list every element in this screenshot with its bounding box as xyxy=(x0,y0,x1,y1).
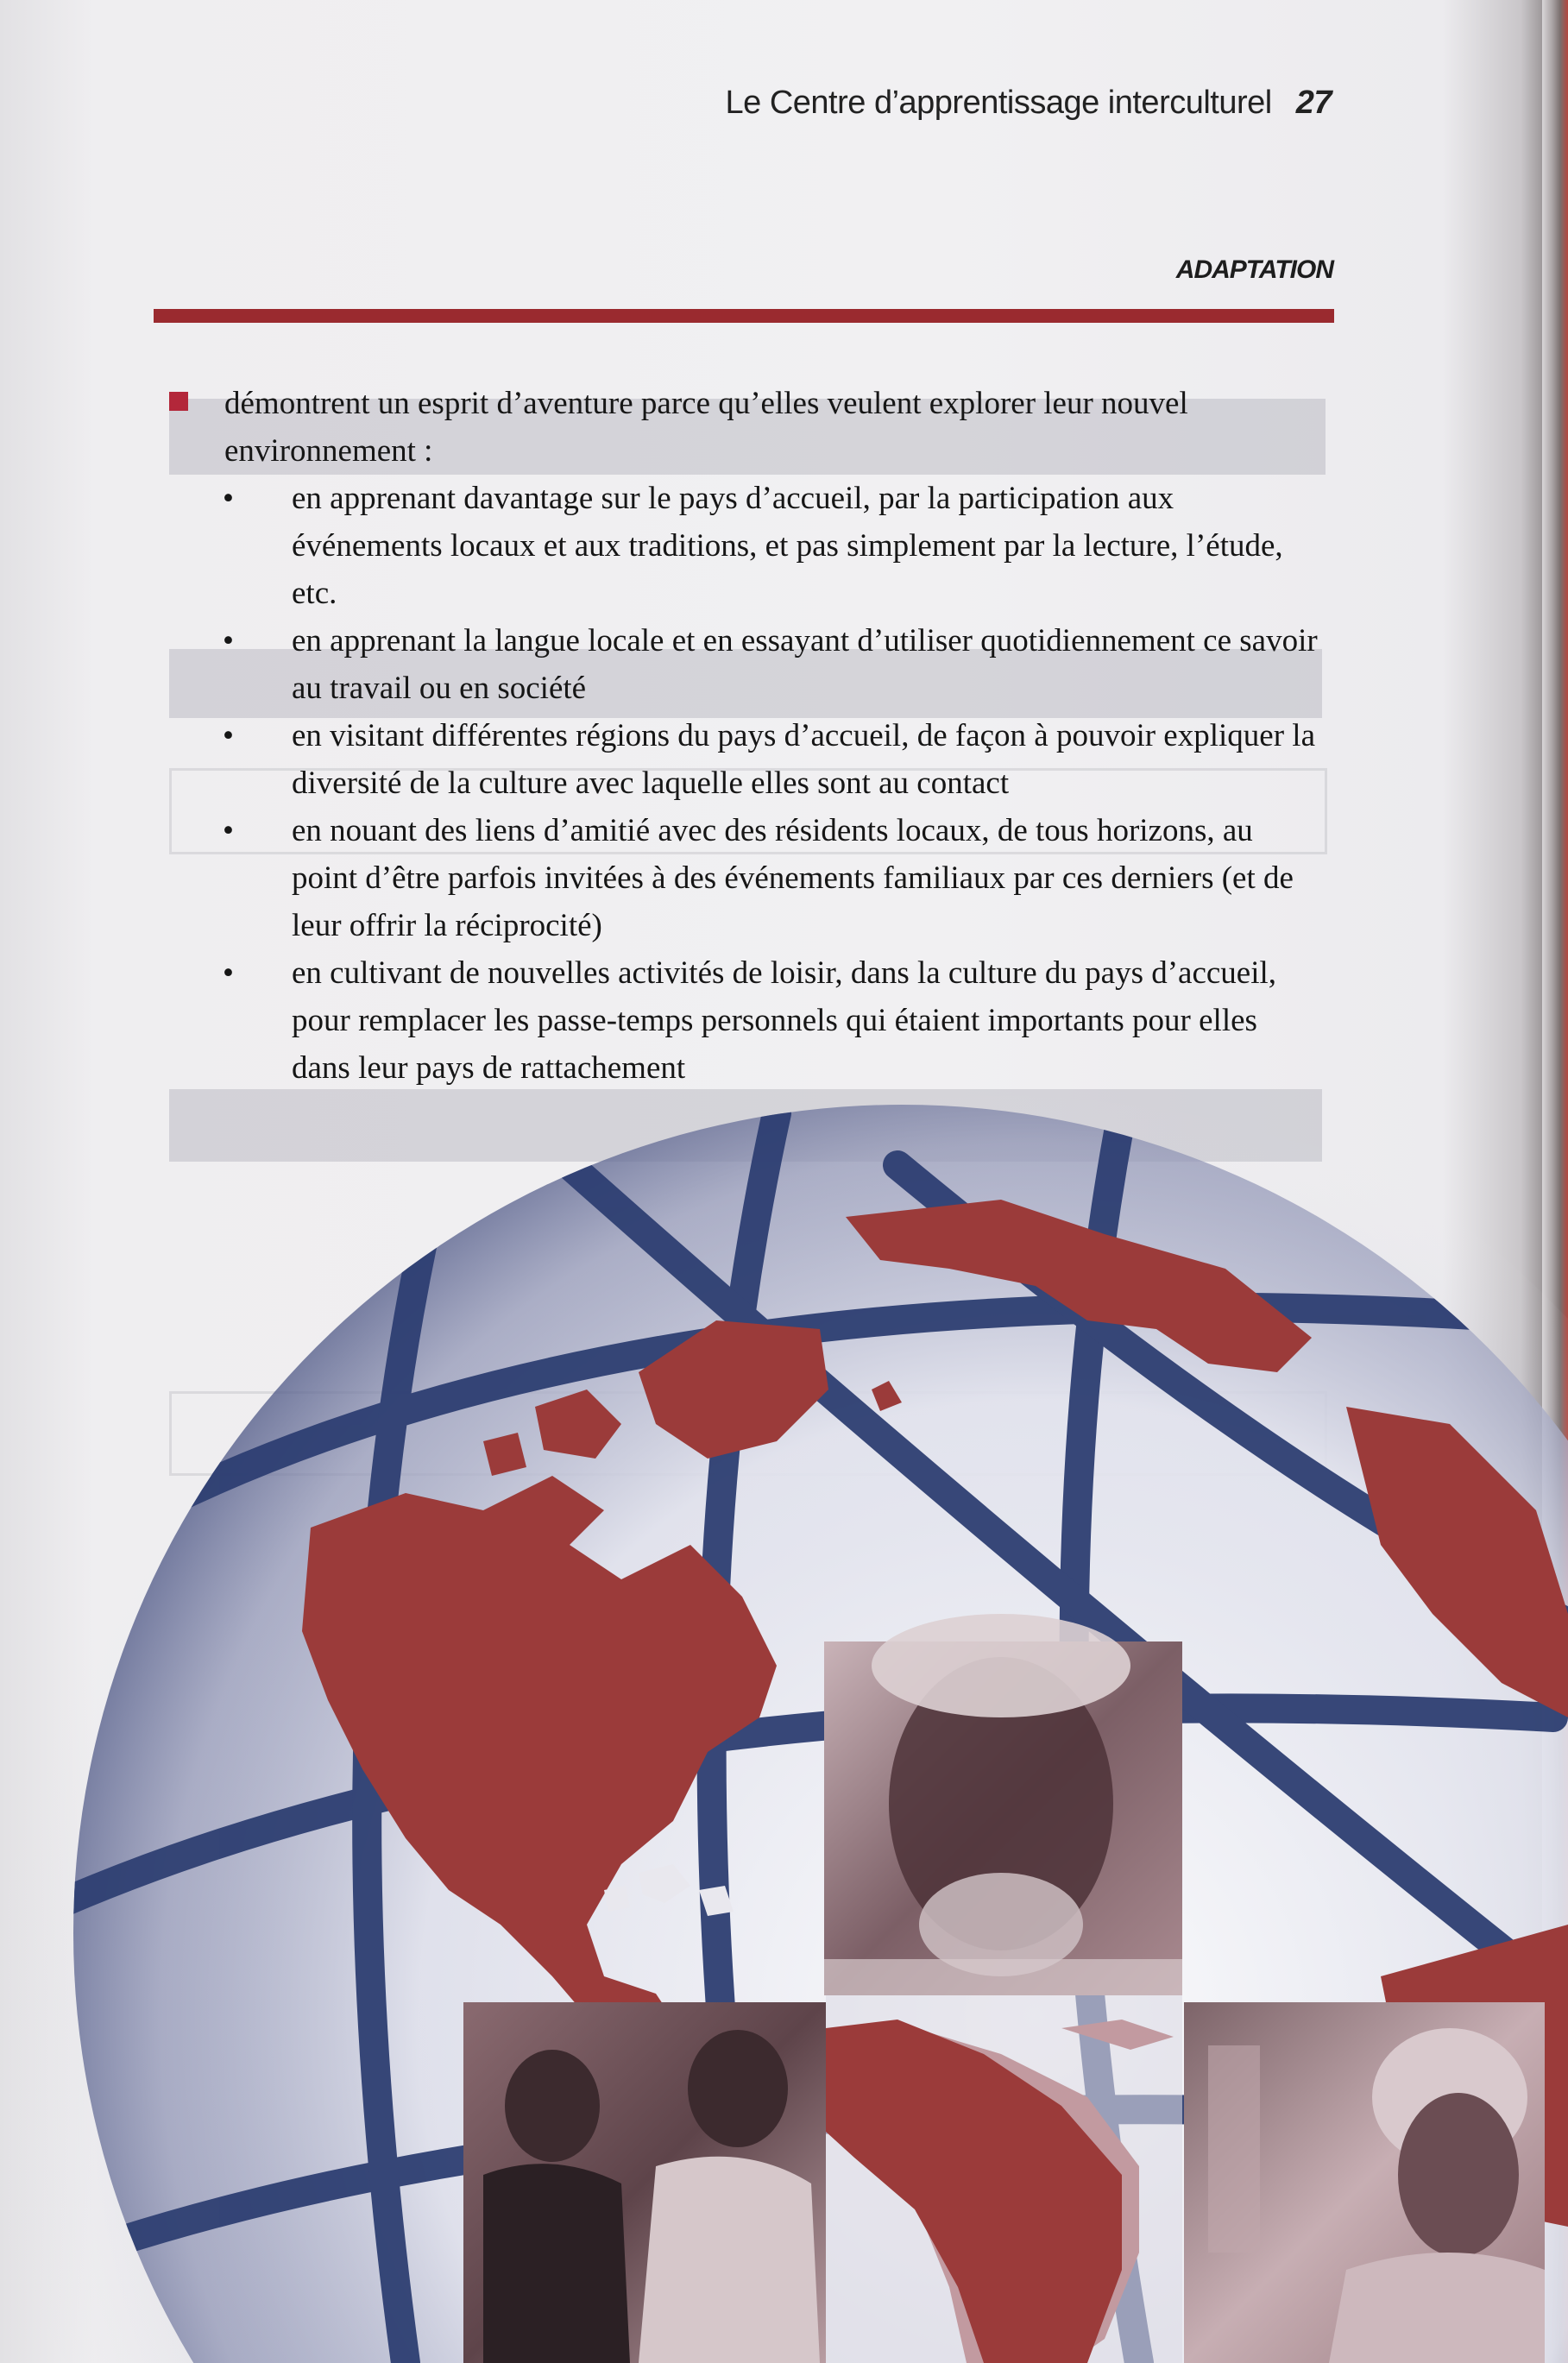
globe-with-photos-illustration xyxy=(0,1062,1568,2363)
bullet-dot-icon: • xyxy=(223,481,234,516)
content-block xyxy=(164,380,1320,1092)
sub-item-text: en cultivant de nouvelles activités de loisir, dans la culture du pays d’accueil, pour remplacer les passe-temps personnels qui étaient importants pour elles dans leur pays de rattachement xyxy=(292,955,1277,1086)
running-head xyxy=(726,85,1332,122)
sub-item-text: en apprenant la langue locale et en essayant d’utiliser quotidiennement ce savoir au travail ou en société xyxy=(292,623,1318,706)
main-item-text: démontrent un esprit d’aventure parce qu’elles veulent explorer leur nouvel environnement : xyxy=(224,386,1188,469)
section-rule xyxy=(154,309,1334,323)
sub-list-item xyxy=(164,807,1320,949)
sub-list-item xyxy=(164,949,1320,1092)
running-title: Le Centre d’apprentissage interculturel xyxy=(725,85,1272,121)
sub-item-text: en nouant des liens d’amitié avec des résidents locaux, de tous horizons, au point d’être parfois invitées à des événements familiaux par ces derniers (et de leur offrir la réciprocité) xyxy=(292,813,1294,943)
main-bullet-item xyxy=(164,380,1320,475)
page-number: 27 xyxy=(1295,85,1332,121)
square-bullet-icon xyxy=(169,392,188,411)
sub-list-item xyxy=(164,712,1320,807)
sub-item-text: en apprenant davantage sur le pays d’accueil, par la participation aux événements locaux et aux traditions, et pas simplement par la lecture, l’étude, etc. xyxy=(292,481,1283,611)
sub-list xyxy=(164,475,1320,1092)
section-label: ADAPTATION xyxy=(1175,255,1333,284)
bullet-dot-icon: • xyxy=(223,813,234,848)
bullet-dot-icon: • xyxy=(223,955,234,991)
bullet-dot-icon: • xyxy=(223,718,234,753)
sub-list-item xyxy=(164,617,1320,712)
sub-item-text: en visitant différentes régions du pays d’accueil, de façon à pouvoir expliquer la diversité de la culture avec laquelle elles sont au contact xyxy=(292,718,1315,801)
sub-list-item xyxy=(164,475,1320,617)
bullet-dot-icon: • xyxy=(223,623,234,658)
